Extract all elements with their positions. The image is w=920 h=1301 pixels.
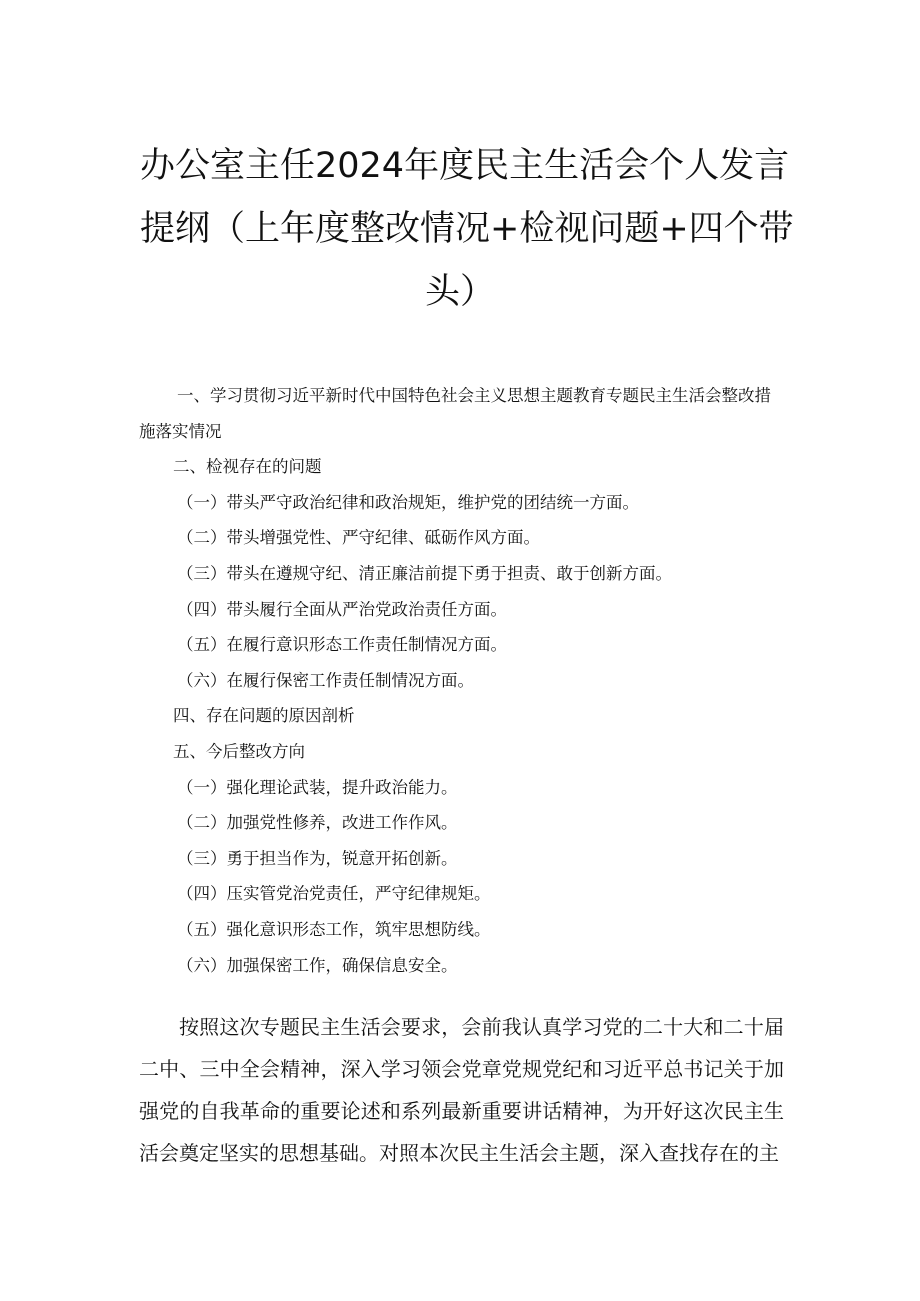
title-line-2: 提纲（上年度整改情况+检视问题+四个带 [140,209,794,250]
outline-section-2: 二、检视存在的问题 [173,457,322,477]
document-title [140,135,794,324]
outline-item: （五）强化意识形态工作，筑牢思想防线。 [177,919,491,939]
outline-item: （二）加强党性修养，改进工作作风。 [177,813,458,833]
title-line-1: 办公室主任2024年度民主生活会个人发言 [140,146,790,187]
outline-item: （四）压实管党治党责任，严守纪律规矩。 [177,884,491,904]
outline-item: （三）带头在遵规守纪、清正廉洁前提下勇于担责、敢于创新方面。 [177,563,672,583]
outline-item: （一）带头严守政治纪律和政治规矩，维护党的团结统一方面。 [177,492,639,512]
outline-item: （四）带头履行全面从严治党政治责任方面。 [177,599,507,619]
outline-list [139,378,784,983]
outline-section-4: 四、存在问题的原因剖析 [173,706,355,726]
outline-item: （一）强化理论武装，提升政治能力。 [177,777,458,797]
outline-section-5: 五、今后整改方向 [173,741,305,761]
outline-item: （五）在履行意识形态工作责任制情况方面。 [177,635,507,655]
outline-item: （二）带头增强党性、严守纪律、砥砺作风方面。 [177,528,540,548]
body-paragraph: 按照这次专题民主生活会要求，会前我认真学习党的二十大和二十届二中、三中全会精神，深入学习领会党章党规党纪和习近平总书记关于加强党的自我革命的重要论述和系列最新重要讲话精神，为开好这次民主生活会奠定坚实的思想基础。对照本次民主生活会主题，深入查找存在的主 [139,1015,784,1165]
outline-item: （六）加强保密工作，确保信息安全。 [177,955,458,975]
outline-item: （六）在履行保密工作责任制情况方面。 [177,670,474,690]
outline-item: （三）勇于担当作为，锐意开拓创新。 [177,848,458,868]
outline-section-1: 一、学习贯彻习近平新时代中国特色社会主义思想主题教育专题民主生活会整改措施落实情况 [139,386,771,441]
title-line-3: 头） [424,272,495,313]
